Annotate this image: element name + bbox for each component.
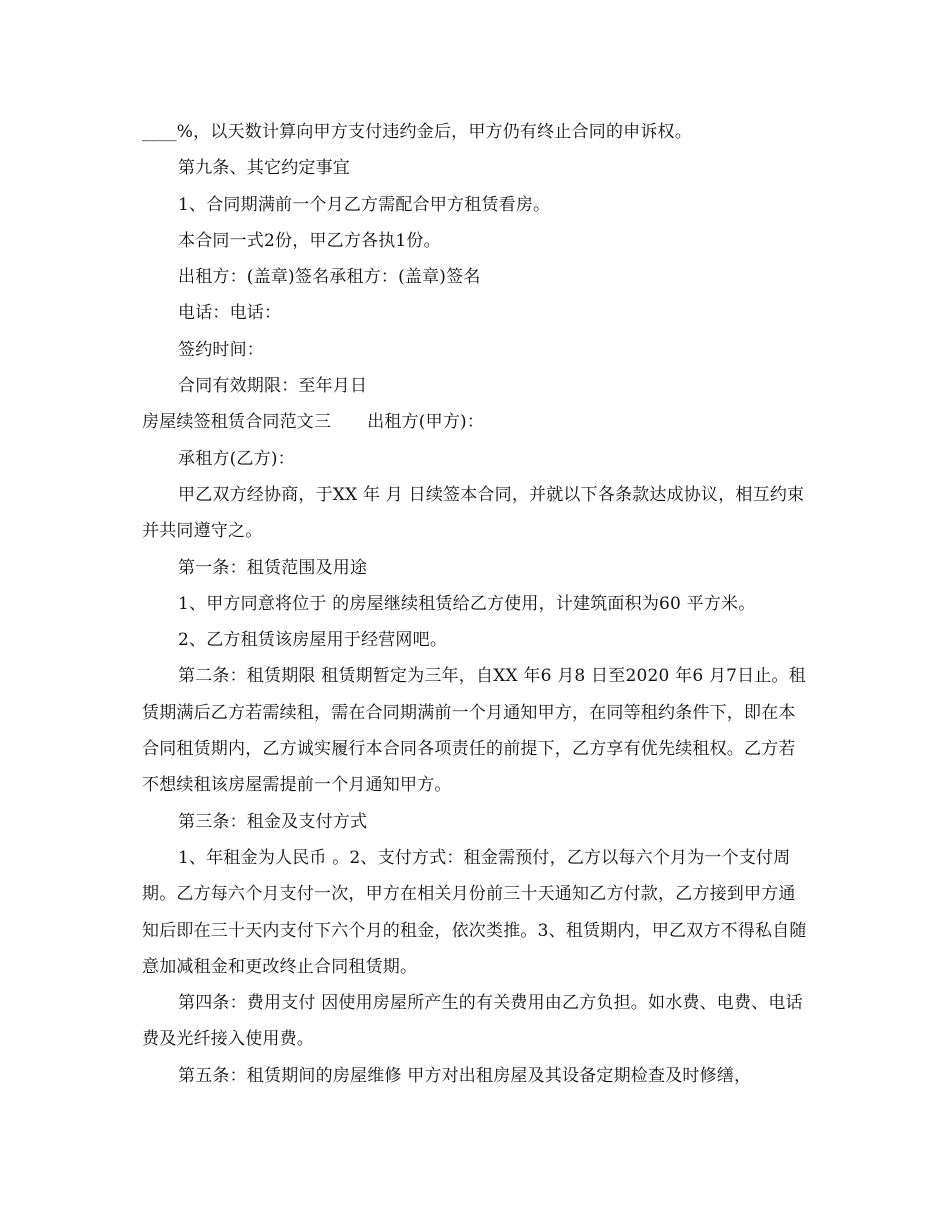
- paragraph-copies-clause: 本合同一式2份，甲乙方各执1份。: [178, 230, 441, 251]
- lessee-label: 承租方(乙方)：: [178, 448, 295, 469]
- paragraph-penalty-clause: ____%，以天数计算向甲方支付违约金后，甲方仍有终止合同的申诉权。: [142, 122, 692, 142]
- article-3-heading: 第三条：租金及支付方式: [178, 811, 368, 832]
- validity-line: 合同有效期限：至年月日: [178, 376, 368, 397]
- contract-sample-title: 房屋续签租赁合同范文三: [142, 412, 332, 433]
- paragraph-agreement-intro: 甲乙双方经协商，于XX 年 月 日续签本合同，并就以下各条款达成协议，相互约束并共同遵守之。: [142, 484, 805, 542]
- signature-line: 出租方：(盖章)签名承租方：(盖章)签名: [178, 267, 481, 288]
- article-1-heading: 第一条：租赁范围及用途: [178, 557, 368, 578]
- article-1-item-1: 1、甲方同意将位于 的房屋继续租赁给乙方使用，计建筑面积为60 平方米。: [178, 593, 756, 614]
- lessor-label: 出租方(甲方)：: [367, 412, 485, 433]
- contract-text: [142, 114, 812, 1094]
- phone-line: 电话：电话：: [178, 303, 282, 324]
- signing-date-line: 签约时间：: [178, 339, 264, 360]
- paragraph-viewing-clause: 1、合同期满前一个月乙方需配合甲方租赁看房。: [178, 194, 551, 215]
- article-4-fees: 第四条：费用支付 因使用房屋所产生的有关费用由乙方负担。如水费、电费、电话费及光纤接入使用费。: [142, 993, 803, 1050]
- article-2-term: 第二条：租赁期限 租赁期暂定为三年，自XX 年6 月8 日至2020 年6 月7日止。租赁期满后乙方若需续租，需在合同期满前一个月通知甲方，在同等租约条件下，即在本合同租赁期内，乙方诚实履行本合同各项责任的前提下，乙方享有优先续租权。乙方若不想续租该房屋需提前一个月通知甲方。: [142, 666, 806, 796]
- article-9-heading: 第九条、其它约定事宜: [178, 158, 350, 179]
- article-3-payment: 1、年租金为人民币 。2、支付方式：租金需预付，乙方以每六个月为一个支付周期。乙方每六个月支付一次，甲方在相关月份前三十天通知乙方付款，乙方接到甲方通知后即在三十天内支付下六个月的租金，依次类推。3、租赁期内，甲乙双方不得私自随意加减租金和更改终止合同租赁期。: [142, 847, 807, 977]
- article-5-maintenance: 第五条：租赁期间的房屋维修 甲方对出租房屋及其设备定期检查及时修缮，: [178, 1065, 752, 1086]
- section-title-line: [142, 404, 812, 440]
- article-1-item-2: 2、乙方租赁该房屋用于经营网吧。: [178, 630, 448, 651]
